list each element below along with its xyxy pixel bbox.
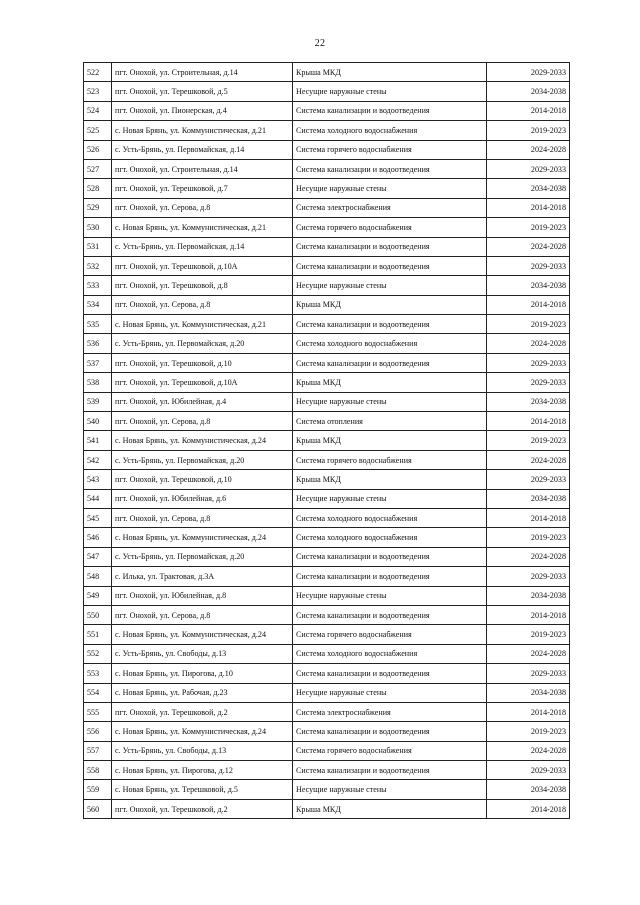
row-number-cell: 560 <box>84 799 112 818</box>
address-cell: пгт. Онохой, ул. Терешковой, д.10А <box>112 373 293 392</box>
repair-period-cell: 2029-2033 <box>487 159 570 178</box>
table-row <box>84 528 570 547</box>
table-row <box>84 664 570 683</box>
address-cell: с. Новая Брянь, ул. Рабочая, д.23 <box>112 683 293 702</box>
table-row <box>84 722 570 741</box>
address-cell: с. Усть-Брянь, ул. Первомайская, д.14 <box>112 140 293 159</box>
building-system-cell: Система канализации и водоотведения <box>293 605 487 624</box>
address-cell: пгт. Онохой, ул. Серова, д.8 <box>112 295 293 314</box>
building-system-cell: Система электроснабжения <box>293 702 487 721</box>
table-row <box>84 702 570 721</box>
repair-period-cell: 2029-2033 <box>487 256 570 275</box>
building-system-cell: Система горячего водоснабжения <box>293 218 487 237</box>
repair-period-cell: 2029-2033 <box>487 470 570 489</box>
repair-period-cell: 2019-2023 <box>487 625 570 644</box>
building-system-cell: Система канализации и водоотведения <box>293 761 487 780</box>
building-system-cell: Система холодного водоснабжения <box>293 644 487 663</box>
repair-period-cell: 2024-2028 <box>487 140 570 159</box>
building-system-cell: Система горячего водоснабжения <box>293 625 487 644</box>
row-number-cell: 541 <box>84 431 112 450</box>
repair-period-cell: 2034-2038 <box>487 179 570 198</box>
table-row <box>84 237 570 256</box>
row-number-cell: 529 <box>84 198 112 217</box>
building-system-cell: Система отопления <box>293 412 487 431</box>
table-row <box>84 625 570 644</box>
table-row <box>84 489 570 508</box>
row-number-cell: 552 <box>84 644 112 663</box>
address-cell: пгт. Онохой, ул. Пионерская, д.4 <box>112 101 293 120</box>
row-number-cell: 544 <box>84 489 112 508</box>
repair-period-cell: 2019-2023 <box>487 315 570 334</box>
building-system-cell: Система канализации и водоотведения <box>293 567 487 586</box>
row-number-cell: 559 <box>84 780 112 799</box>
row-number-cell: 556 <box>84 722 112 741</box>
repair-period-cell: 2024-2028 <box>487 644 570 663</box>
row-number-cell: 531 <box>84 237 112 256</box>
building-system-cell: Система горячего водоснабжения <box>293 741 487 760</box>
table-row <box>84 470 570 489</box>
row-number-cell: 557 <box>84 741 112 760</box>
address-cell: пгт. Онохой, ул. Терешковой, д.7 <box>112 179 293 198</box>
table-row <box>84 256 570 275</box>
table-row <box>84 101 570 120</box>
table-row <box>84 276 570 295</box>
building-system-cell: Крыша МКД <box>293 63 487 82</box>
row-number-cell: 553 <box>84 664 112 683</box>
address-cell: пгт. Онохой, ул. Строительная, д.14 <box>112 159 293 178</box>
repair-period-cell: 2029-2033 <box>487 373 570 392</box>
repair-period-cell: 2019-2023 <box>487 431 570 450</box>
address-cell: с. Новая Брянь, ул. Коммунистическая, д.24 <box>112 431 293 450</box>
repair-period-cell: 2029-2033 <box>487 567 570 586</box>
address-cell: пгт. Онохой, ул. Терешковой, д.2 <box>112 702 293 721</box>
table-row <box>84 450 570 469</box>
address-cell: пгт. Онохой, ул. Терешковой, д.5 <box>112 82 293 101</box>
table-row <box>84 644 570 663</box>
address-cell: с. Усть-Брянь, ул. Первомайская, д.20 <box>112 450 293 469</box>
building-system-cell: Несущие наружные стены <box>293 780 487 799</box>
address-cell: пгт. Онохой, ул. Серова, д.8 <box>112 198 293 217</box>
building-system-cell: Несущие наружные стены <box>293 586 487 605</box>
address-cell: с. Усть-Брянь, ул. Свободы, д.13 <box>112 644 293 663</box>
address-cell: с. Новая Брянь, ул. Коммунистическая, д.24 <box>112 528 293 547</box>
table-row <box>84 683 570 702</box>
address-cell: с. Новая Брянь, ул. Коммунистическая, д.24 <box>112 625 293 644</box>
table-row <box>84 63 570 82</box>
table-row <box>84 431 570 450</box>
repair-schedule-table <box>83 62 570 819</box>
row-number-cell: 537 <box>84 353 112 372</box>
building-system-cell: Крыша МКД <box>293 799 487 818</box>
row-number-cell: 528 <box>84 179 112 198</box>
building-system-cell: Система канализации и водоотведения <box>293 353 487 372</box>
repair-period-cell: 2034-2038 <box>487 276 570 295</box>
repair-period-cell: 2014-2018 <box>487 198 570 217</box>
row-number-cell: 535 <box>84 315 112 334</box>
row-number-cell: 526 <box>84 140 112 159</box>
building-system-cell: Система канализации и водоотведения <box>293 101 487 120</box>
address-cell: пгт. Онохой, ул. Юбилейная, д.8 <box>112 586 293 605</box>
address-cell: с. Новая Брянь, ул. Коммунистическая, д.21 <box>112 218 293 237</box>
repair-period-cell: 2024-2028 <box>487 741 570 760</box>
repair-period-cell: 2019-2023 <box>487 528 570 547</box>
address-cell: пгт. Онохой, ул. Терешковой, д.10 <box>112 353 293 372</box>
row-number-cell: 527 <box>84 159 112 178</box>
building-system-cell: Несущие наружные стены <box>293 683 487 702</box>
address-cell: с. Новая Брянь, ул. Коммунистическая, д.21 <box>112 121 293 140</box>
building-system-cell: Система горячего водоснабжения <box>293 140 487 159</box>
row-number-cell: 522 <box>84 63 112 82</box>
building-system-cell: Крыша МКД <box>293 470 487 489</box>
address-cell: с. Новая Брянь, ул. Пирогова, д.10 <box>112 664 293 683</box>
repair-period-cell: 2014-2018 <box>487 799 570 818</box>
row-number-cell: 536 <box>84 334 112 353</box>
repair-period-cell: 2029-2033 <box>487 63 570 82</box>
building-system-cell: Система канализации и водоотведения <box>293 237 487 256</box>
building-system-cell: Несущие наружные стены <box>293 276 487 295</box>
repair-period-cell: 2019-2023 <box>487 218 570 237</box>
repair-period-cell: 2034-2038 <box>487 392 570 411</box>
table-row <box>84 373 570 392</box>
row-number-cell: 550 <box>84 605 112 624</box>
repair-period-cell: 2029-2033 <box>487 761 570 780</box>
row-number-cell: 538 <box>84 373 112 392</box>
repair-period-cell: 2029-2033 <box>487 353 570 372</box>
repair-period-cell: 2034-2038 <box>487 780 570 799</box>
address-cell: пгт. Онохой, ул. Строительная, д.14 <box>112 63 293 82</box>
address-cell: пгт. Онохой, ул. Юбилейная, д.6 <box>112 489 293 508</box>
page-number: 22 <box>314 38 326 49</box>
table-row <box>84 392 570 411</box>
table-row <box>84 780 570 799</box>
repair-period-cell: 2034-2038 <box>487 683 570 702</box>
row-number-cell: 555 <box>84 702 112 721</box>
building-system-cell: Крыша МКД <box>293 295 487 314</box>
building-system-cell: Система холодного водоснабжения <box>293 121 487 140</box>
building-system-cell: Система канализации и водоотведения <box>293 722 487 741</box>
row-number-cell: 546 <box>84 528 112 547</box>
address-cell: пгт. Онохой, ул. Серова, д.8 <box>112 508 293 527</box>
table-row <box>84 159 570 178</box>
row-number-cell: 530 <box>84 218 112 237</box>
row-number-cell: 547 <box>84 547 112 566</box>
table-row <box>84 334 570 353</box>
table-row <box>84 82 570 101</box>
address-cell: пгт. Онохой, ул. Терешковой, д.10 <box>112 470 293 489</box>
repair-period-cell: 2014-2018 <box>487 101 570 120</box>
address-cell: с. Усть-Брянь, ул. Первомайская, д.14 <box>112 237 293 256</box>
row-number-cell: 551 <box>84 625 112 644</box>
row-number-cell: 532 <box>84 256 112 275</box>
address-cell: с. Новая Брянь, ул. Пирогова, д.12 <box>112 761 293 780</box>
repair-period-cell: 2034-2038 <box>487 489 570 508</box>
repair-period-cell: 2024-2028 <box>487 237 570 256</box>
table-row <box>84 508 570 527</box>
row-number-cell: 549 <box>84 586 112 605</box>
repair-period-cell: 2029-2033 <box>487 664 570 683</box>
repair-period-cell: 2014-2018 <box>487 412 570 431</box>
row-number-cell: 558 <box>84 761 112 780</box>
repair-period-cell: 2014-2018 <box>487 702 570 721</box>
building-system-cell: Несущие наружные стены <box>293 179 487 198</box>
row-number-cell: 525 <box>84 121 112 140</box>
table-row <box>84 315 570 334</box>
address-cell: пгт. Онохой, ул. Терешковой, д.8 <box>112 276 293 295</box>
building-system-cell: Система канализации и водоотведения <box>293 664 487 683</box>
row-number-cell: 533 <box>84 276 112 295</box>
building-system-cell: Система канализации и водоотведения <box>293 256 487 275</box>
row-number-cell: 539 <box>84 392 112 411</box>
address-cell: с. Новая Брянь, ул. Коммунистическая, д.24 <box>112 722 293 741</box>
repair-period-cell: 2019-2023 <box>487 121 570 140</box>
table-row <box>84 547 570 566</box>
address-cell: пгт. Онохой, ул. Терешковой, д.10А <box>112 256 293 275</box>
repair-period-cell: 2024-2028 <box>487 334 570 353</box>
table-row <box>84 179 570 198</box>
table-row <box>84 218 570 237</box>
building-system-cell: Крыша МКД <box>293 431 487 450</box>
repair-period-cell: 2024-2028 <box>487 547 570 566</box>
address-cell: с. Усть-Брянь, ул. Первомайская, д.20 <box>112 547 293 566</box>
building-system-cell: Система электроснабжения <box>293 198 487 217</box>
table-row <box>84 567 570 586</box>
building-system-cell: Система горячего водоснабжения <box>293 450 487 469</box>
address-cell: пгт. Онохой, ул. Юбилейная, д.4 <box>112 392 293 411</box>
table-row <box>84 761 570 780</box>
address-cell: пгт. Онохой, ул. Серова, д.8 <box>112 412 293 431</box>
row-number-cell: 534 <box>84 295 112 314</box>
row-number-cell: 540 <box>84 412 112 431</box>
building-system-cell: Система канализации и водоотведения <box>293 315 487 334</box>
table-row <box>84 412 570 431</box>
table-row <box>84 198 570 217</box>
address-cell: с. Усть-Брянь, ул. Свободы, д.13 <box>112 741 293 760</box>
building-system-cell: Несущие наружные стены <box>293 82 487 101</box>
repair-period-cell: 2014-2018 <box>487 605 570 624</box>
row-number-cell: 545 <box>84 508 112 527</box>
building-system-cell: Система канализации и водоотведения <box>293 547 487 566</box>
table-row <box>84 353 570 372</box>
repair-period-cell: 2019-2023 <box>487 722 570 741</box>
row-number-cell: 542 <box>84 450 112 469</box>
building-system-cell: Крыша МКД <box>293 373 487 392</box>
address-cell: с. Усть-Брянь, ул. Первомайская, д.20 <box>112 334 293 353</box>
table-row <box>84 605 570 624</box>
table-row <box>84 586 570 605</box>
table-row <box>84 121 570 140</box>
row-number-cell: 543 <box>84 470 112 489</box>
table-row <box>84 741 570 760</box>
table-row <box>84 295 570 314</box>
address-cell: с. Илька, ул. Трактовая, д.3А <box>112 567 293 586</box>
repair-period-cell: 2014-2018 <box>487 508 570 527</box>
address-cell: пгт. Онохой, ул. Серова, д.8 <box>112 605 293 624</box>
building-system-cell: Система холодного водоснабжения <box>293 528 487 547</box>
building-system-cell: Несущие наружные стены <box>293 489 487 508</box>
table-row <box>84 799 570 818</box>
row-number-cell: 548 <box>84 567 112 586</box>
table-row <box>84 140 570 159</box>
repair-period-cell: 2014-2018 <box>487 295 570 314</box>
building-system-cell: Система холодного водоснабжения <box>293 508 487 527</box>
building-system-cell: Несущие наружные стены <box>293 392 487 411</box>
repair-period-cell: 2034-2038 <box>487 586 570 605</box>
address-cell: пгт. Онохой, ул. Терешковой, д.2 <box>112 799 293 818</box>
table-body <box>84 63 570 819</box>
address-cell: с. Новая Брянь, ул. Коммунистическая, д.21 <box>112 315 293 334</box>
row-number-cell: 524 <box>84 101 112 120</box>
repair-period-cell: 2034-2038 <box>487 82 570 101</box>
row-number-cell: 554 <box>84 683 112 702</box>
building-system-cell: Система холодного водоснабжения <box>293 334 487 353</box>
building-system-cell: Система канализации и водоотведения <box>293 159 487 178</box>
row-number-cell: 523 <box>84 82 112 101</box>
address-cell: с. Новая Брянь, ул. Терешковой, д.5 <box>112 780 293 799</box>
repair-period-cell: 2024-2028 <box>487 450 570 469</box>
